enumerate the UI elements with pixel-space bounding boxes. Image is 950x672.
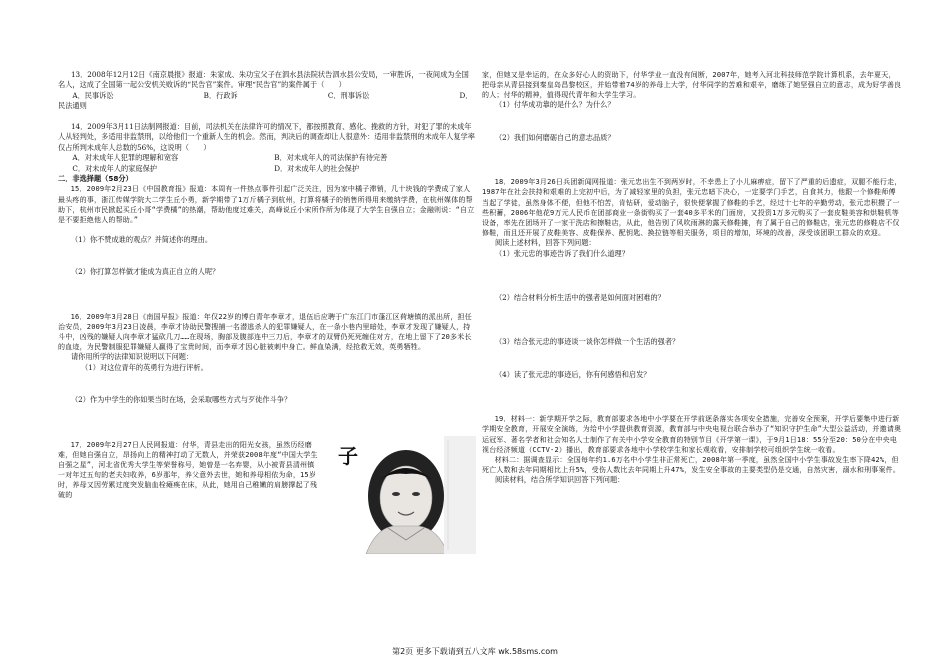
q18-part-4: （4）读了张元忠的事迹后，你有何感悟和启发？ <box>494 369 651 379</box>
q15-part-2: （2）你打算怎样做才能成为真正自立的人呢？ <box>70 267 220 277</box>
q14-option-c: C．对未成年人的家庭保护 <box>72 163 157 173</box>
q16-prompt: 请你用所学的法律知识说明以下问题： <box>70 352 194 362</box>
left-column <box>58 70 476 554</box>
q13-options <box>58 91 476 101</box>
q13-option-a: A．民事诉讼 <box>72 90 114 100</box>
question-18: 18．2009年3月26日兵团新闻网报道：张元忠出生不到两岁时，不幸患上了小儿麻痹症，留下了严重的后遗症，双腿不能行走，1987年在社会扶持和艰难的上完初中后，为了减轻家里的负担，张元忠暗下决心，一定要学门手艺，自食其力，他跟一个修鞋师傅当起了学徒，虽然身体不便，但他不怕苦，肯钻研，爱动脑子，很快便掌握了修鞋的手艺，经过十七年的辛勤劳动，张元忠积攒了一些积蓄，2006年他花9万元人民币在团部商业一条街购买了一套40多平米的门面房，又投资1万多元购买了一套皮鞋美容和烘鞋机等设备，率先在团场开了一家干洗店和擦鞋店，从此，他告别了风吹雨淋的露天修鞋摊，有了属于自己的修鞋店，张元忠的修鞋店不仅修鞋，而且还开展了皮鞋美容、皮鞋保养、配钥匙、换拉链等相关服务，项目的增加，环境的改善，深受该团职工群众的欢迎。 <box>482 178 902 237</box>
q19-prompt: 阅读材料，结合所学知识回答下列问题： <box>494 475 625 485</box>
question-19-material-1: 19．材料一：新学期开学之际，教育部要求各地中小学要在开学前逐条落实各项安全措施，完善安全预案，开学后要集中进行新学期安全教育，开展安全演练，为给中小学提供教育资源，教育部与中央电视台联合举办了“知识守护生命”大型公益活动，并邀请奥运冠军、著名学者和社会知名人士制作了有关中小学安全教育的特别节目《开学第一课》，于9月1日18：55分至20：50分在中央电视台经济频道（CCTV-2）播出，教育部要求各地中小学校学生和家长观收看，安排制学校可组织学生统一收看。 <box>482 415 902 454</box>
q14-options-row2 <box>58 164 476 174</box>
question-16: 16．2009年3月28日《南国早报》报道：年仅22岁的博白青年李章才，退伍后应聘于广东江门市蓬江区荷塘镇的派出所，担任治安员，2009年3月23日凌晨，李章才协助民警搜捕一名潜逃杀人的犯罪嫌疑人，在一条小巷内里暗处，李章才发现了嫌疑人，持斗中，凶残的嫌疑人向李章才猛砍几刀……在现场，胸部及腹部连中三刀后，李章才的双臂仍死死缠住对方，在地上留下了20多米长的血迹，为民警制服犯罪嫌疑人赢得了宝贵时间，而李章才因心脏被刺中身亡。鲜血染满，经抢救无效，英勇牺牲。 <box>58 312 472 352</box>
student-photo <box>326 436 476 554</box>
q17-part-2: （2）我们如何磨砺自己的意志品质？ <box>494 132 615 142</box>
page-footer: 第2页 更多下载请到五八文库 wk.58sms.com <box>392 647 558 656</box>
q13-option-b: B．行政诉 <box>203 90 238 100</box>
q14-option-b: B．对未成年人的司法保护有待完善 <box>274 153 388 163</box>
q15-part-1: （1）你不赞成谁的观点？并简述你的理由。 <box>70 234 213 244</box>
q14-option-d: D．对未成年人的社会保护 <box>274 163 360 173</box>
question-19-material-2: 材料二：据调查显示：全国每年约1.6万名中小学生非正常死亡，2008年第一季度，虽然全国中小学生事故发生率下降42%，但死亡人数和去年同期相比上升5%，受伤人数比去年同期上升47%，发生安全事故的主要类型仍是交通，自然灾害，溺水和刑事案件。 <box>482 455 901 475</box>
q18-part-3: （3）结合张元忠的事迹谈一谈你怎样做一个生活的强者？ <box>494 337 680 347</box>
question-13: 13．2008年12月12日《南京晨报》报道：朱家成、朱功宝父子在泗水县法院状告泗水县公安局，一审胜诉，一夜间成为全国名人，这成了全国第一起公安机关败诉的“民告官”案件。审理“民告官”的案件属于（ ） <box>58 70 469 90</box>
q16-part-1: （1）对这位青年的英勇行为进行评析。 <box>81 362 208 372</box>
q14-option-a: A．对未成年人犯罪的理解和宽容 <box>72 153 179 163</box>
section-heading: 二．非选择题（58分） <box>58 173 133 183</box>
q13-tail: 民法通则 <box>58 101 87 111</box>
q13-option-c: C．刑事诉讼 <box>327 90 370 100</box>
q18-part-2: （2）结合材料分析生活中的强者是如何面对困难的？ <box>494 293 665 303</box>
q14-options-row1 <box>58 153 476 163</box>
right-column <box>482 70 902 486</box>
question-15: 15．2009年2月23日《中国教育报》报道：本周有一件热点事件引起广泛关注，因为家中橘子滞销，几十块钱的学费成了家人最头疼的事，浙江传媒学院大二学生丘小勇，新学期带了1万斤橘子到杭州，打算将橘子的销售所得用来缴纳学费，在杭州媒体的帮助下，杭州市民掀起买丘小哥“学费橘”的热潮，帮助他度过难关，高峰说丘小宋所作所为体现了大学生自强自立；金融则说：“自立是不要拒绝他人的帮助。” <box>58 185 475 224</box>
q18-prompt: 阅读上述材料，回答下列问题： <box>494 238 596 248</box>
q17-part-1: （1）付华成功靠的是什么？为什么？ <box>494 100 615 110</box>
q17-continued: 家，但她又是幸运的，在众多好心人的资助下，付华学业一直没有间断，2007年，她考入河北科技师范学院计算机系，去年夏天，把母亲从青县接到秦皇岛昌黎校区，并始带着74岁的养母上大学，付华同学的苦难和艰辛，磨练了她坚强自立的意志，成为好学善良的人；付华的精神，值得现代青年和大学生学习。 <box>482 71 902 100</box>
question-17-block <box>58 440 476 554</box>
photo-character: 子 <box>338 443 358 468</box>
q16-part-2: （2）作为中学生的你如果当时在场，会采取哪些方式与歹徒作斗争？ <box>70 395 292 405</box>
question-14: 14．2009年3月11日法制网报道：目前，司法机关在法律许可的情况下，都按照教育、感化、挽救的方针，对犯了罪的未成年人从轻判处，多适用非监禁刑，以给他们一个重新人生的机会。然而，判决后的调查却让人很意外：适用非监禁刑的未成年人复学率仅占所判未成年人总数的56%，这说明（ ） <box>58 121 475 152</box>
q18-part-1: （1）张元忠的事迹告诉了我们什么道理？ <box>494 248 629 258</box>
question-17: 17．2009年2月27日人民网报道：付华，青县走出的阳光女孩，虽然历经磨难，但她自强自立，昂扬向上的精神打动了无数人，并荣获2008年度“中国大学生自强之星”，河北省优秀大学生等荣誉称号，她曾是一名弃婴，从小被青县清州镇一对年过五旬的老夫妇收养，6岁那年，养父意外去世，她和养母相依为命，15岁时，养母又因劳累过度突发脑血栓瘫痪在床，从此，她用自己稚嫩的肩膀撑起了残破的 <box>58 440 318 500</box>
q13-option-d: D． <box>459 90 473 100</box>
